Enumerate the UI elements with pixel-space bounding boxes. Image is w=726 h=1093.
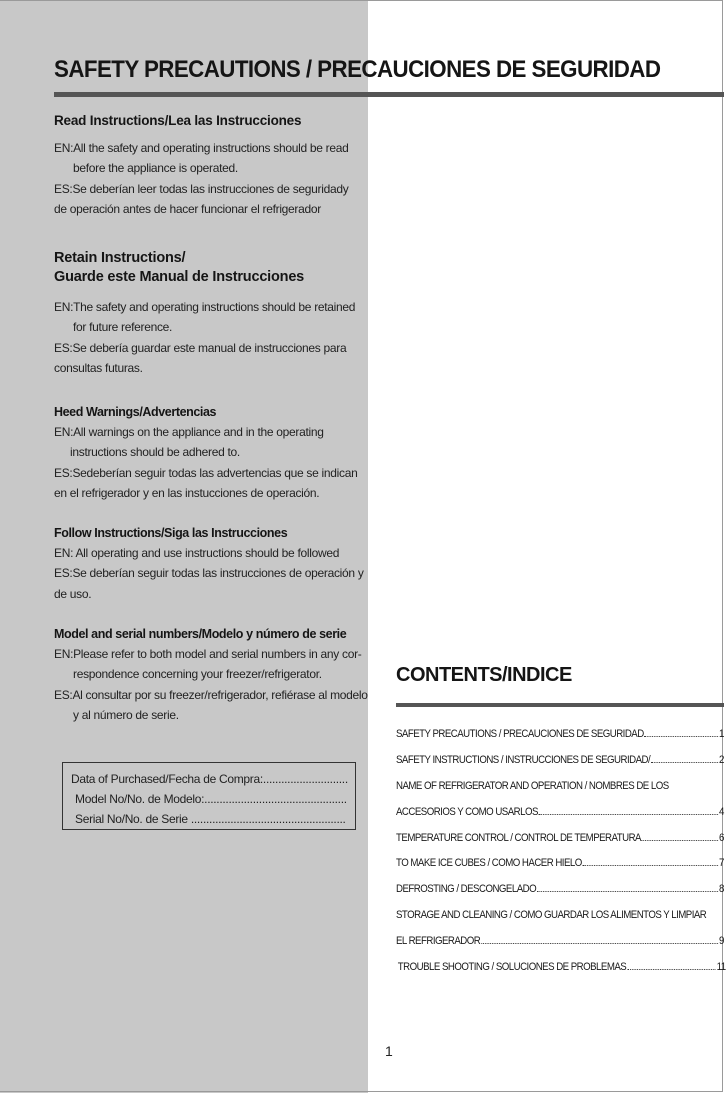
toc-entry bbox=[396, 935, 724, 961]
purchase-date-line: Data of Purchased/Fecha de Compra:............................ bbox=[71, 772, 348, 786]
toc-entry bbox=[396, 780, 724, 806]
toc-entry-title: SAFETY PRECAUTIONS / PRECAUCIONES DE SEGURIDAD bbox=[396, 728, 644, 740]
toc-entry-page: 9 bbox=[719, 935, 724, 948]
section-model-serial bbox=[54, 627, 374, 726]
toc-leader-dots bbox=[642, 839, 718, 841]
toc-entry bbox=[396, 883, 724, 909]
toc-entry-page: 1 bbox=[719, 728, 724, 740]
page-number: 1 bbox=[385, 1043, 393, 1059]
section-retain-instructions bbox=[54, 249, 374, 379]
section-line: de uso. bbox=[54, 586, 92, 601]
page-title: SAFETY PRECAUTIONS / PRECAUCIONES DE SEGURIDAD bbox=[54, 56, 661, 83]
section-heading: Model and serial numbers/Modelo y número de serie bbox=[54, 627, 347, 641]
toc-entry-page: 2 bbox=[719, 753, 724, 766]
toc-entry bbox=[396, 857, 724, 883]
toc-entry-title: ACCESORIOS Y COMO USARLOS bbox=[396, 805, 538, 818]
section-line: before the appliance is operated. bbox=[73, 161, 238, 176]
section-line: EN: All operating and use instructions should be followed bbox=[54, 546, 340, 560]
purchase-info-box bbox=[62, 762, 356, 830]
contents-title: CONTENTS/INDICE bbox=[396, 664, 572, 686]
toc-entry-title: STORAGE AND CLEANING / COMO GUARDAR LOS ALIMENTOS Y LIMPIAR bbox=[396, 909, 707, 922]
toc-entry-page: 6 bbox=[719, 831, 724, 844]
section-follow-instructions bbox=[54, 526, 374, 604]
toc-leader-dots bbox=[627, 968, 716, 970]
section-line: ES:Al consultar por su freezer/refrigerador, refiérase al modelo bbox=[54, 687, 368, 702]
section-line: EN:The safety and operating instructions should be retained bbox=[54, 300, 356, 314]
toc-entry-page: 8 bbox=[719, 883, 724, 896]
toc-entry-page: 11 bbox=[716, 961, 726, 974]
toc-entry-title: NAME OF REFRIGERATOR AND OPERATION / NOMBRES DE LOS bbox=[396, 779, 669, 792]
section-line: instructions should be adhered to. bbox=[70, 445, 240, 460]
section-read-instructions bbox=[54, 113, 374, 220]
toc-leader-dots bbox=[645, 735, 719, 737]
section-line: ES:Se debería guardar este manual de instrucciones para bbox=[54, 340, 347, 355]
section-heading: Follow Instructions/Siga las Instrucciones bbox=[54, 526, 288, 540]
toc-leader-dots bbox=[539, 813, 718, 815]
section-line: y al número de serie. bbox=[73, 708, 179, 723]
toc-entry-title: TO MAKE ICE CUBES / COMO HACER HIELO bbox=[396, 857, 582, 870]
section-line: ES:Se deberían leer todas las instrucciones de seguridady bbox=[54, 181, 349, 196]
serial-number-line: Serial No/No. de Serie ................................................... bbox=[75, 812, 346, 826]
section-line: consultas futuras. bbox=[54, 361, 143, 376]
section-line: EN:Please refer to both model and serial numbers in any cor- bbox=[54, 647, 362, 661]
title-rule bbox=[54, 92, 724, 97]
section-line: ES:Sedeberían seguir todas las advertencias que se indican bbox=[54, 465, 358, 480]
toc-leader-dots bbox=[651, 761, 718, 763]
section-line: EN:All the safety and operating instructions should be read bbox=[54, 141, 349, 155]
section-heed-warnings bbox=[54, 405, 374, 504]
section-line: en el refrigerador y en las instucciones de operación. bbox=[54, 486, 320, 501]
contents-rule bbox=[396, 703, 724, 707]
section-heading: Retain Instructions/ Guarde este Manual de Instrucciones bbox=[54, 250, 305, 285]
toc-entry-title: SAFETY INSTRUCTIONS / INSTRUCCIONES DE SEGURIDAD/ bbox=[396, 753, 651, 766]
section-line: ES:Se deberían seguir todas las instrucciones de operación y bbox=[54, 566, 364, 581]
table-of-contents bbox=[396, 728, 724, 987]
toc-leader-dots bbox=[583, 864, 719, 866]
toc-leader-dots bbox=[481, 942, 718, 944]
toc-entry bbox=[396, 909, 724, 935]
toc-entry bbox=[396, 728, 724, 754]
section-heading: Heed Warnings/Advertencias bbox=[54, 405, 217, 419]
toc-entry bbox=[396, 832, 724, 858]
toc-entry-title: TROUBLE SHOOTING / SOLUCIONES DE PROBLEMAS bbox=[397, 961, 627, 974]
section-line: de operación antes de hacer funcionar el refrigerador bbox=[54, 202, 321, 217]
toc-entry-page: 4 bbox=[719, 805, 724, 818]
toc-entry-title: DEFROSTING / DESCONGELADO bbox=[396, 883, 537, 896]
section-line: EN:All warnings on the appliance and in the operating bbox=[54, 425, 324, 439]
toc-entry-title: TEMPERATURE CONTROL / CONTROL DE TEMPERATURA bbox=[396, 831, 641, 844]
section-line: respondence concerning your freezer/refrigerator. bbox=[73, 667, 322, 682]
toc-entry-title: EL REFRIGERADOR bbox=[396, 935, 481, 948]
toc-entry bbox=[396, 754, 724, 780]
model-number-line: Model No/No. de Modelo:............................................... bbox=[75, 792, 347, 806]
section-heading: Read Instructions/Lea las Instrucciones bbox=[54, 113, 302, 128]
toc-leader-dots bbox=[537, 890, 718, 892]
toc-entry bbox=[396, 806, 724, 832]
section-line: for future reference. bbox=[73, 320, 173, 335]
toc-entry bbox=[396, 961, 726, 987]
toc-entry-page: 7 bbox=[719, 857, 724, 870]
